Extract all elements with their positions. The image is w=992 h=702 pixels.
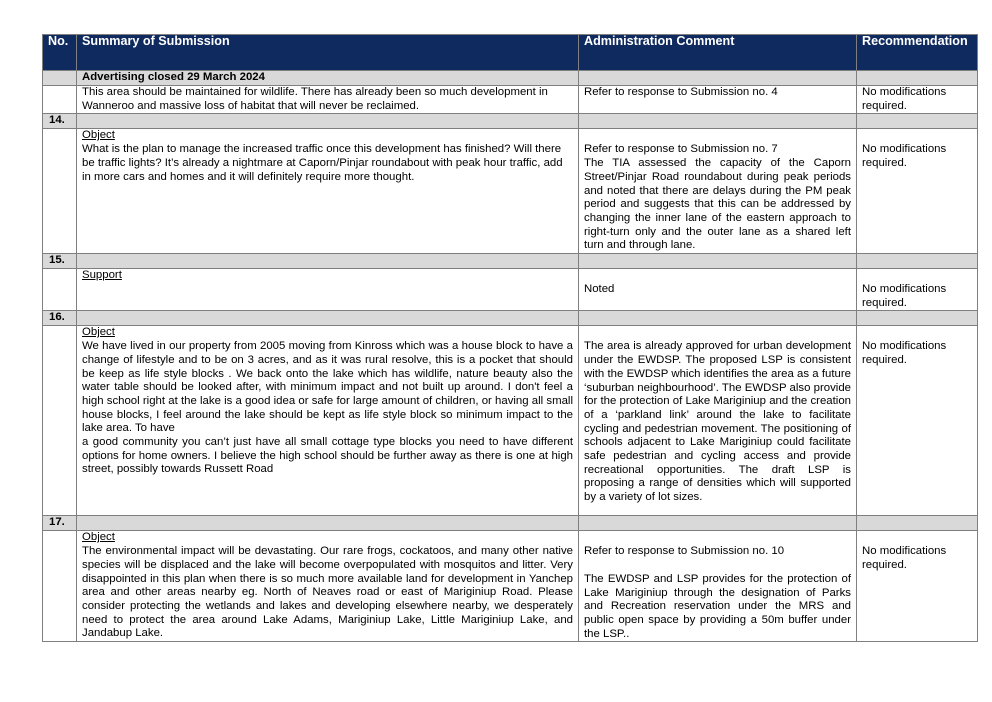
summary-text: The environmental impact will be devastating. Our rare frogs, cockatoos, and many other native species will be displaced and the lake will become overpopulated with mosquitos and litter. Very disappointed in this plan when there is so much more available land for development in Yanchep area and other areas nearby eg. North of Neaves road or east of Mariginiup Road. Please consider protecting the wetlands and lakes and developing elsewhere nearby, we desperately need to protect the area around Lake Adams, Mariginiup Lake, Little Mariginiup Lake, and Jandabup Lake.: [82, 545, 573, 640]
submission-number: 16.: [43, 311, 77, 326]
header-admin-comment: Administration Comment: [579, 35, 857, 71]
table-row: [43, 326, 978, 516]
submission-number: 15.: [43, 254, 77, 269]
admin-comment-text: Refer to response to Submission no. 4: [584, 86, 778, 98]
summary-text: This area should be maintained for wildlife. There has already been so much development in Wanneroo and massive loss of habitat that will never be reclaimed.: [82, 86, 548, 112]
header-no: No.: [43, 35, 77, 71]
admin-comment-text: The EWDSP and LSP provides for the protection of Lake Mariginiup through the designation of Parks and Recreation reservation under the MRS and public open space by providing a 50m buffer under the LSP..: [584, 572, 851, 640]
submission-number: 17.: [43, 516, 77, 531]
advertising-row: [43, 71, 978, 86]
submissions-table: [42, 34, 978, 642]
recommendation-text: No modifications required.: [862, 340, 947, 367]
advertising-closed-label: Advertising closed 29 March 2024: [77, 71, 579, 86]
admin-comment-ref: Refer to response to Submission no. 7: [584, 143, 778, 156]
submission-type: Object: [82, 326, 115, 339]
table-row: [43, 129, 978, 254]
section-row: [43, 254, 978, 269]
submission-type: Support: [82, 269, 122, 282]
summary-text: What is the plan to manage the increased traffic once this development has finished? Will there be traffic lights? It’s already a nightmare at Caporn/Pinjar roundabout with peak hour traffic, add in more cars and homes and it will definitely require more thought.: [82, 143, 563, 183]
header-summary: Summary of Submission: [77, 35, 579, 71]
submission-type: Object: [82, 129, 115, 142]
recommendation-text: No modifications required.: [862, 143, 947, 170]
section-row: [43, 114, 978, 129]
admin-comment-text: The area is already approved for urban development under the EWDSP. The proposed LSP is consistent with the EWDSP which identifies the area as a future ‘suburban neighbourhood’. The EWDSP also provide for the protection of Lake Mariginiup and the creation of a ‘parkland link’ around the lake to facilitate cycling and pedestrian movement. The positioning of schools adjacent to Lake Mariginiup could facilitate safe pedestrian and cycling access and provide recreational opportunities. The draft LSP is proposing a range of densities which will supported by a variety of lot sizes.: [584, 340, 851, 504]
admin-comment-text: Noted: [584, 283, 615, 296]
submission-type: Object: [82, 531, 115, 544]
section-row: [43, 516, 978, 531]
recommendation-text: No modifications required.: [862, 283, 947, 309]
admin-comment-text: The TIA assessed the capacity of the Caporn Street/Pinjar Road roundabout during peak periods and noted that there are delays during the PM peak period and suggests that this can be addressed by changing the inner lane of the eastern approach to right-turn only and the outer lane as a shared left turn and through lane.: [584, 157, 851, 252]
table-header-row: [43, 35, 978, 71]
table-row: [43, 531, 978, 642]
admin-comment-ref: Refer to response to Submission no. 10: [584, 545, 785, 558]
table-row: [43, 86, 978, 114]
recommendation-text: No modifications required.: [862, 86, 947, 112]
section-row: [43, 311, 978, 326]
summary-text: We have lived in our property from 2005 moving from Kinross which was a house block to have a change of lifestyle and to be on 3 acres, and as it was rural resolve, this is a pocket that should be keep as life style blocks . We back onto the lake which has wildlife, nature beauty also the water table should be looked after, with minimum impact and not built up around. I don't feel a high school right at the lake is a good idea or safe for large amount of children, or having all small house blocks, I feel around the lake should be kept as life style block so minimum impact to the lake area. To have: [82, 340, 573, 435]
submission-number: 14.: [43, 114, 77, 129]
recommendation-text: No modifications required.: [862, 545, 947, 572]
table-row: [43, 269, 978, 311]
summary-text-continued: a good community you can’t just have all small cottage type blocks you need to have different options for home owners. I believe the high school should be further away as there is one at high street, possibly towards Russett Road: [82, 436, 573, 476]
header-recommendation: Recommendation: [857, 35, 978, 71]
